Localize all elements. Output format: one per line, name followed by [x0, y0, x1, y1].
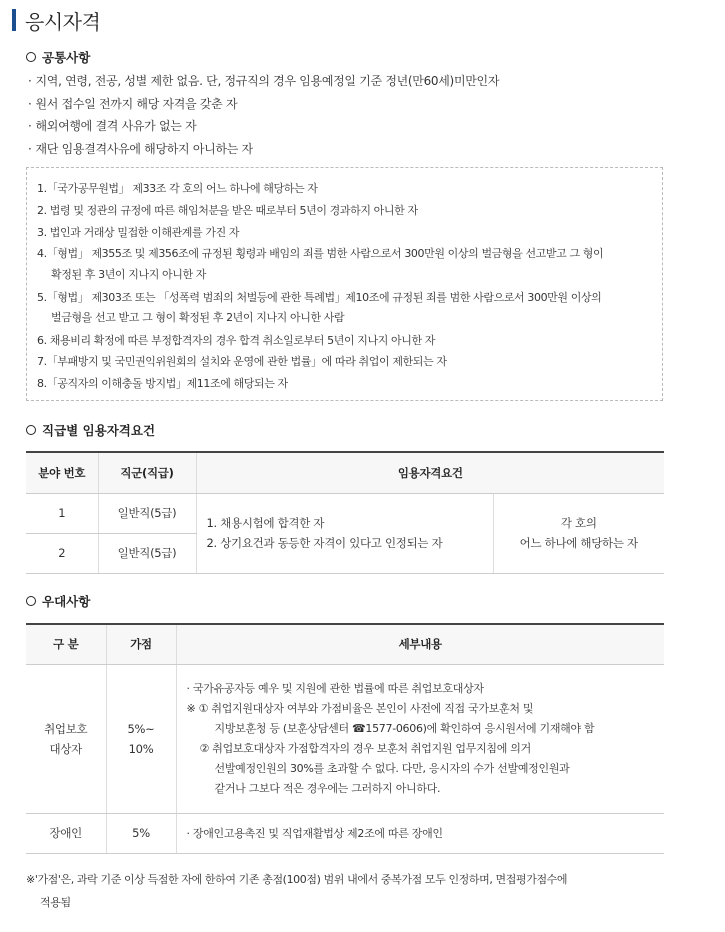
- disq-item: 2. 법령 및 정관의 규정에 따른 해임처분을 받은 때로부터 5년이 경과하지 아니한 자: [37, 204, 418, 217]
- cell-category: [26, 664, 106, 813]
- section-preference-heading: 우대사항: [42, 594, 91, 609]
- cell-no: 1: [26, 493, 98, 533]
- circle-bullet-icon: [26, 425, 36, 435]
- cell-applies: [493, 493, 664, 573]
- detail-line: ② 취업보호대상자 가점합격자의 경우 보훈처 취업지원 업무지침에 의거: [199, 741, 531, 755]
- applies-line: 각 호의: [560, 516, 597, 530]
- footnote: [26, 868, 666, 914]
- table-row: [26, 664, 664, 813]
- section-grade-heading: 직급별 임용자격요건: [42, 423, 156, 438]
- circle-bullet-icon: [26, 596, 36, 606]
- header-grade: 직군(직급): [98, 452, 196, 493]
- cell-details: · 장애인고용촉진 및 직업재활법상 제2조에 따른 장애인: [176, 813, 664, 853]
- footnote-line: 적용됨: [40, 896, 71, 909]
- disq-item: 5.「형법」 제303조 또는 「성폭력 범죄의 처벌등에 관한 특례법」제10조에 규정된 죄를 범한 사람으로서 300만원 이상의: [37, 291, 602, 304]
- cell-requirements: [196, 493, 493, 573]
- disq-item: 1.「국가공무원법」 제33조 각 호의 어느 하나에 해당하는 자: [37, 182, 318, 195]
- detail-line: 같거나 그보다 적은 경우에는 그러하지 아니하다.: [214, 781, 441, 795]
- footnote-line: ※'가점'은, 과락 기준 이상 득점한 자에 한하여 기존 총점(100점) 범위 내에서 중복가점 모두 인정하며, 면접평가점수에: [26, 873, 568, 886]
- detail-line: 선발예정인원의 30%를 초과할 수 없다. 다만, 응시자의 수가 선발예정인원과: [214, 761, 570, 775]
- disq-item: 8.「공직자의 이해충돌 방지법」제11조에 해당되는 자: [37, 377, 288, 390]
- cell-details: [176, 664, 664, 813]
- header-details: 세부내용: [176, 624, 664, 664]
- requirement-line: 2. 상기요건과 동등한 자격이 있다고 인정되는 자: [206, 536, 443, 550]
- header-category: 구 분: [26, 624, 106, 664]
- disqualification-box: [26, 167, 663, 401]
- list-item: · 해외여행에 결격 사유가 없는 자: [28, 115, 499, 138]
- grade-table: [26, 451, 664, 574]
- header-requirements: 임용자격요건: [196, 452, 664, 493]
- section-common-heading: 공통사항: [42, 50, 91, 65]
- disq-item: 4.「형법」 제355조 및 제356조에 규정된 횡령과 배임의 죄를 범한 사람으로서 300만원 이상의 벌금형을 선고받고 그 형이: [37, 247, 604, 260]
- page-title-block: [12, 8, 100, 32]
- list-item: · 원서 접수일 전까지 해당 자격을 갖춘 자: [28, 93, 499, 116]
- cell-category: 장애인: [26, 813, 106, 853]
- section-grade: [26, 421, 155, 439]
- common-bullets: [28, 70, 499, 161]
- disq-item: 확정된 후 3년이 지나지 아니한 자: [51, 268, 207, 281]
- title-accent-bar: [12, 9, 16, 31]
- page-title: 응시자격: [25, 9, 101, 34]
- category-line: 취업보호: [44, 721, 88, 736]
- preference-table: [26, 623, 664, 854]
- points-line: 5%~: [127, 721, 155, 736]
- table-row: [26, 813, 664, 853]
- detail-line: 지방보훈청 등 (보훈상담센터 ☎1577-0606)에 확인하여 응시원서에 기재해야 함: [214, 721, 595, 735]
- disq-item: 6. 채용비리 확정에 따른 부정합격자의 경우 합격 취소일로부터 5년이 지나지 아니한 자: [37, 334, 436, 347]
- cell-points: 5%: [106, 813, 176, 853]
- section-preference: [26, 592, 90, 610]
- table-row: [26, 493, 664, 533]
- applies-line: 어느 하나에 해당하는 자: [519, 536, 638, 550]
- requirement-line: 1. 채용시험에 합격한 자: [206, 516, 325, 530]
- disq-item: 3. 법인과 거래상 밀접한 이해관계를 가진 자: [37, 226, 240, 239]
- list-item: · 재단 임용결격사유에 해당하지 아니하는 자: [28, 138, 499, 161]
- detail-line: ※ ① 취업지원대상자 여부와 가점비율은 본인이 사전에 직접 국가보훈처 및: [186, 701, 534, 715]
- header-points: 가점: [106, 624, 176, 664]
- disq-item: 벌금형을 선고 받고 그 형이 확정된 후 2년이 지나지 아니한 사람: [51, 311, 345, 324]
- cell-grade: 일반직(5급): [98, 493, 196, 533]
- circle-bullet-icon: [26, 52, 36, 62]
- section-common: [26, 48, 90, 66]
- cell-grade: 일반직(5급): [98, 533, 196, 573]
- category-line: 대상자: [49, 741, 82, 756]
- disq-item: 7.「부패방지 및 국민권익위원회의 설치와 운영에 관한 법률」에 따라 취업이 제한되는 자: [37, 355, 447, 368]
- cell-no: 2: [26, 533, 98, 573]
- header-no: 분야 번호: [26, 452, 98, 493]
- cell-points: [106, 664, 176, 813]
- list-item: · 지역, 연령, 전공, 성별 제한 없음. 단, 정규직의 경우 임용예정일 기준 정년(만60세)미만인자: [28, 70, 499, 93]
- points-line: 10%: [128, 741, 154, 756]
- detail-line: · 국가유공자등 예우 및 지원에 관한 법률에 따른 취업보호대상자: [186, 681, 484, 695]
